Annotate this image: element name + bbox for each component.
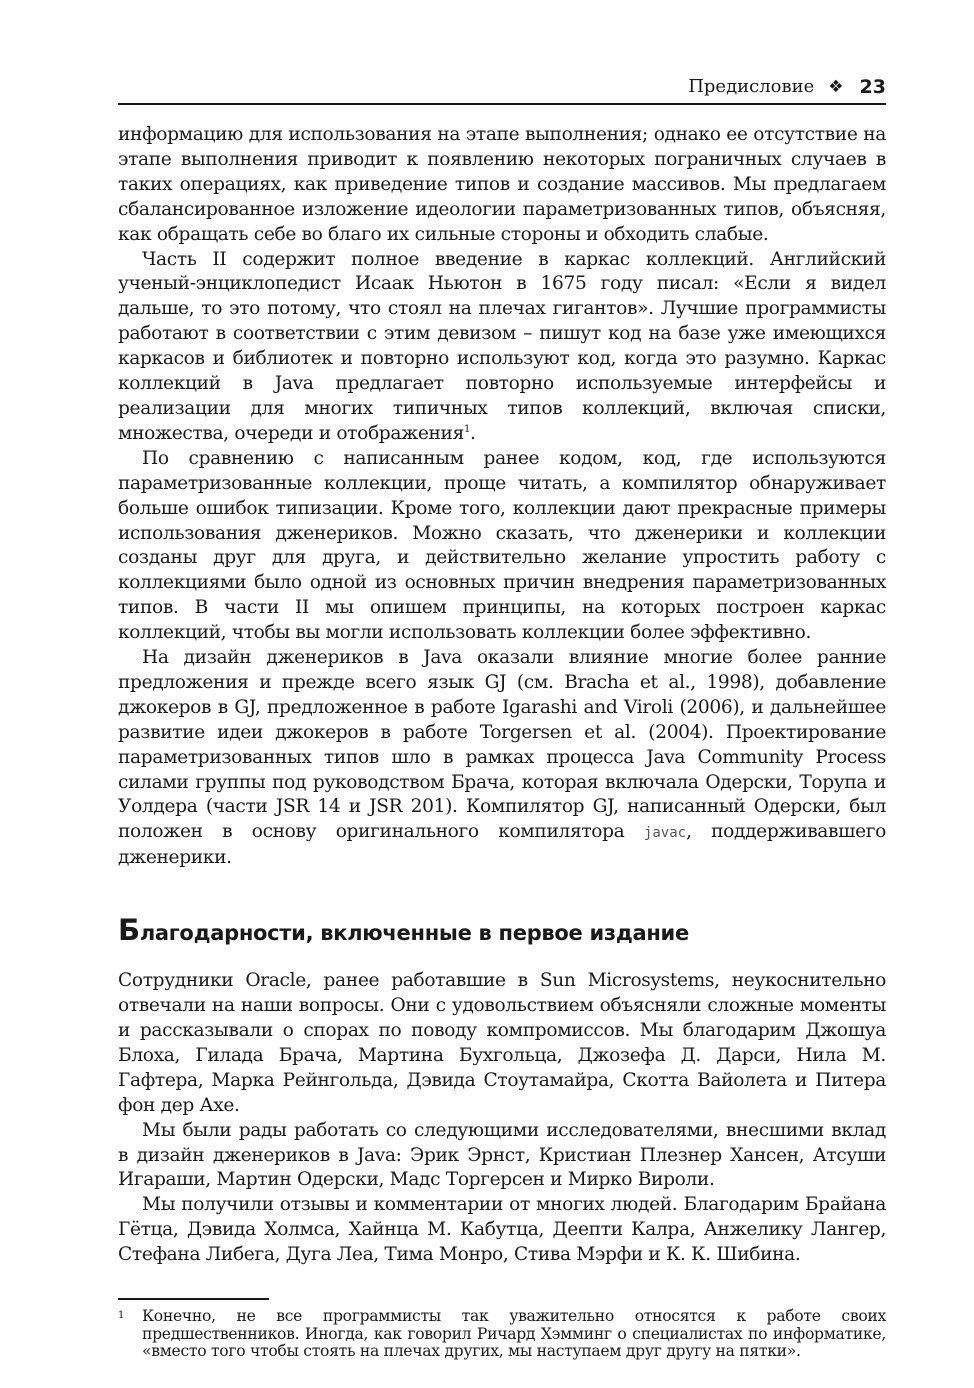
body-text <box>118 123 886 1361</box>
paragraph: Мы получили отзывы и комментарии от многих людей. Благодарим Брайана Гётца, Дэвида Холмса, Хайнца М. Кабутца, Деепти Калра, Анжелику Лангер, Стефана Либега, Дуга Леа, Тима Монро, Стива Мэрфи и К. К. Шибина. <box>118 1194 886 1266</box>
paragraph-text: На дизайн дженериков в Java оказали влияние многие более ранние предложения и прежде всего язык GJ (см. Bracha et al., 1998), добавление джокеров в GJ, предложенное в работе Igarashi and Viroli (2006), и дальнейшее развитие идеи джокеров в работе Torgersen et al. (2004). Проектирование параметризованных типов шло в рамках процесса Java Community Process силами группы под руководством Брача, которая включала Одерски, Торупа и Уолдера (части JSR 14 и JSR 201). Компилятор GJ, написанный Одерски, был положен в основу оригинального компилятора <box>118 647 886 843</box>
paragraph <box>118 646 886 871</box>
page-number: 23 <box>859 75 886 98</box>
footnote-rule <box>118 1298 269 1300</box>
footnote-text: Конечно, не все программисты так уважительно относятся к работе своих предшественников. Иногда, как говорил Ричард Хэмминг о специалистах по информатике, «вместо того чтобы стоять на плечах других, мы наступаем друг другу на пятки». <box>142 1307 886 1361</box>
section-title: Предисловие <box>688 76 815 97</box>
footnote-marker: 1 <box>463 423 470 435</box>
ornament-icon: ❖ <box>828 76 844 97</box>
paragraph-text: Часть II содержит полное введение в каркас коллекций. Английский ученый-энциклопедист Исаак Ньютон в 1675 году писал: «Если я видел дальше, то это потому, что стоял на плечах гигантов». Лучшие программисты работают в соответствии с этим девизом – пишут код на базе уже имеющихся каркасов и библиотек и повторно используют код, когда это разумно. Каркас коллекций в Java предлагает повторно используемые интерфейсы и реализации для многих типичных типов коллекций, включая списки, множества, очереди и отображения <box>118 248 886 444</box>
heading-text: лагодарности, включенные в первое издание <box>139 921 689 946</box>
paragraph: Сотрудники Oracle, ранее работавшие в Sun Microsystems, неукоснительно отвечали на наши вопросы. Они с удовольствием объясняли сложные моменты и рассказывали о спорах по поводу компромиссов. Мы благодарим Джошуа Блоха, Гилада Брача, Мартина Бухгольца, Джозефа Д. Дарси, Нила М. Гафтера, Марка Рейнгольда, Дэвида Стоутамайра, Скотта Вайолета и Питера фон дер Ахе. <box>118 970 886 1116</box>
footnote <box>118 1308 886 1361</box>
paragraph: Мы были рады работать со следующими исследователями, внесшими вклад в дизайн дженериков в Java: Эрик Эрнст, Кристиан Плезнер Хансен, Атсуши Игараши, Мартин Одерски, Мадс Торгерсен и Мирко Вироли. <box>118 1119 886 1191</box>
paragraph-end: , поддерживавшего дженерики. <box>118 821 886 869</box>
section-heading <box>118 913 886 948</box>
heading-initial: Б <box>118 913 140 948</box>
book-page <box>118 70 886 1361</box>
paragraph: По сравнению с написанным ранее кодом, код, где используются параметризованные коллекции, проще читать, а компилятор обнаруживает больше ошибок типизации. Кроме того, коллекции дают прекрасные примеры использования дженериков. Можно сказать, что дженерики и коллекции созданы друг для друга, и действительно желание упростить работу с коллекциями было одной из основных причин внедрения параметризованных типов. В части II мы опишем принципы, на которых построен каркас коллекций, чтобы вы могли использовать коллекции более эффективно. <box>118 447 886 644</box>
paragraph <box>118 248 886 447</box>
running-header <box>118 70 886 105</box>
paragraph-end: . <box>469 422 476 444</box>
code-term: javac <box>643 825 687 842</box>
footnote-number: 1 <box>118 1310 125 1322</box>
paragraph: информацию для использования на этапе выполнения; однако ее отсутствие на этапе выполнения приводит к появлению некоторых пограничных случаев в таких операциях, как приведение типов и создание массивов. Мы предлагаем сбалансированное изложение идеологии параметризованных типов, объясняя, как обращать себе во благо их сильные стороны и обходить слабые. <box>118 124 886 245</box>
